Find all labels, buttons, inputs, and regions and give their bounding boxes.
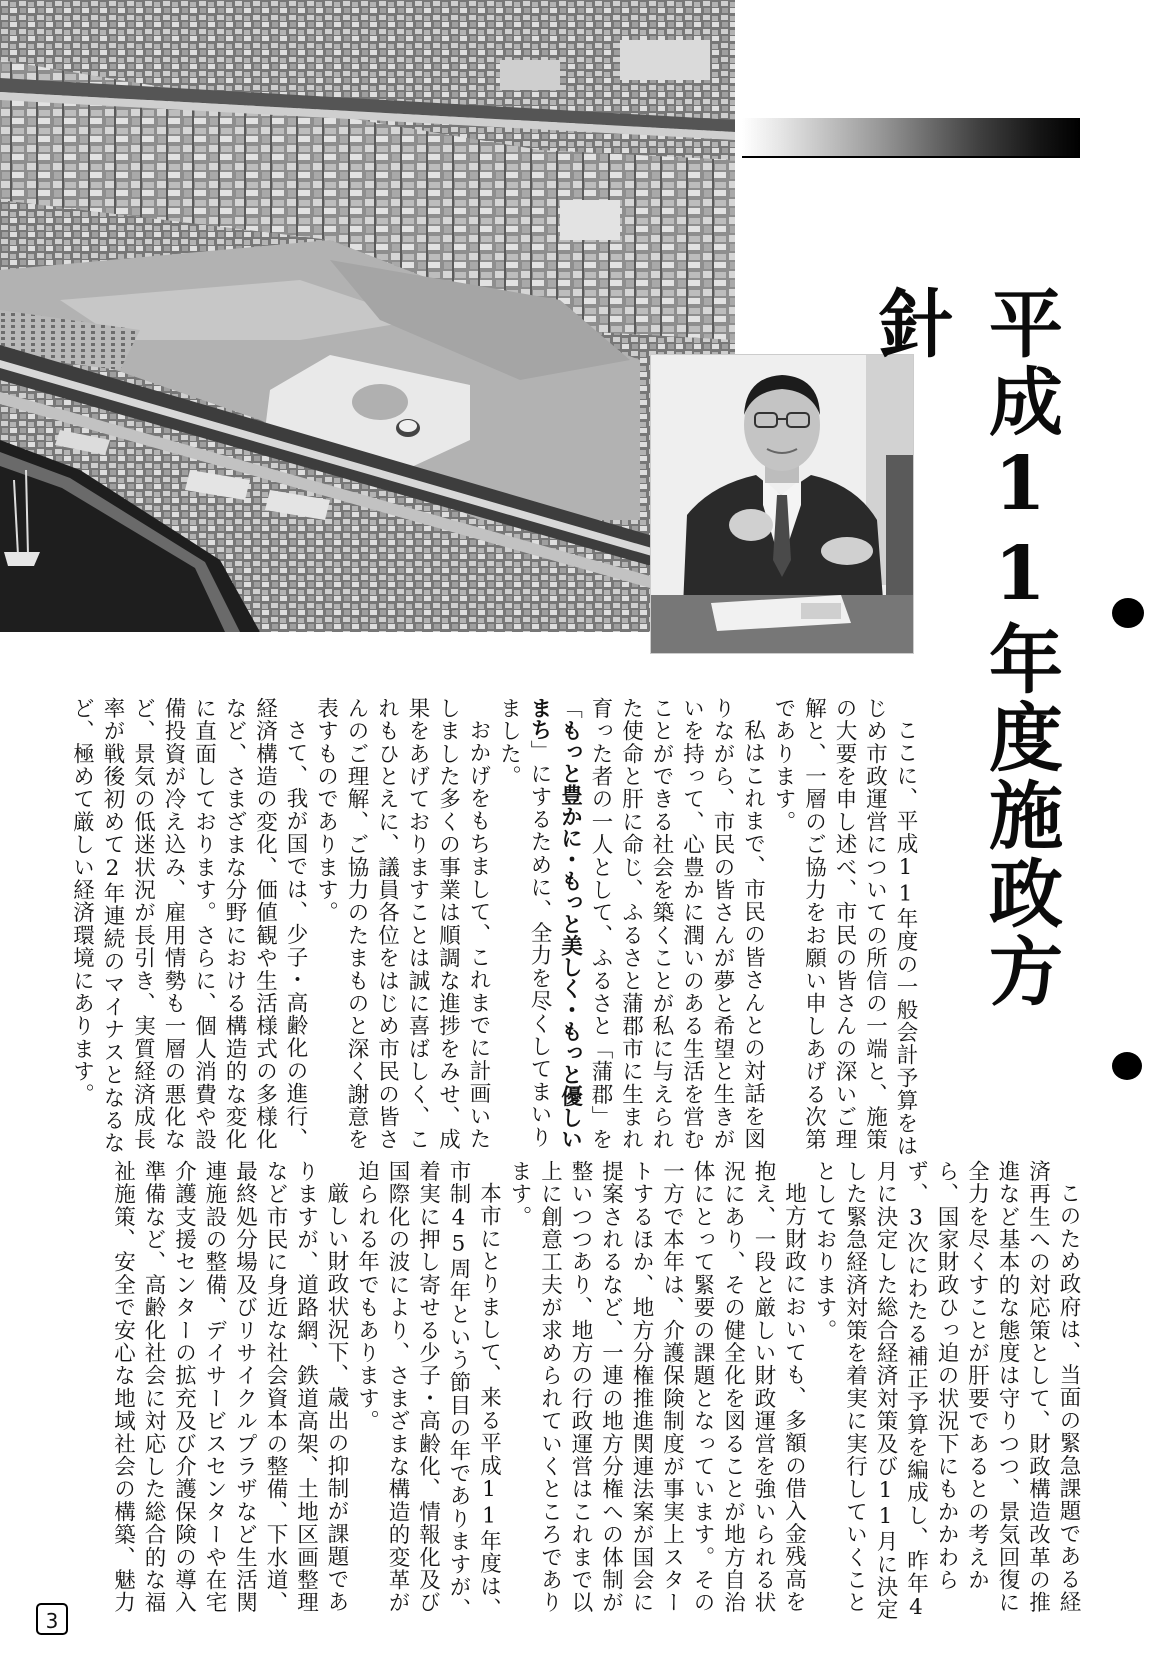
body-text-upper: [69, 697, 920, 1157]
slogan: もっと豊かに・もっと美しく・もっと優しいまち: [527, 697, 583, 1150]
paragraph-text: 」にするために、全力を尽くしてまいりました。: [496, 697, 552, 1149]
paragraph: おかげをもちまして、これまでに計画いたしました多くの事業は順調な進捗をみせ、成果をあげておりますことは誠に喜ばしく、これもひとえに、議員各位をはじめ市民の皆さんのご理解、ご協力のたまものと深く謝意を表すものであります。: [313, 697, 491, 1151]
ink-dot: [1112, 598, 1144, 628]
paragraph: このため政府は、当面の緊急課題である経済再生への対応策として、財政構造改革の推進など基本的な態度は守りつつ、景気回復に全力を尽くすことが肝要であるとの考えから、国家財政ひっ迫の状況下にもかかわらず、3次にわたる補正予算を編成し、昨年4月に決定した総合経済対策及び11月に決定した緊急経済対策を着実に実行していくこととしております。: [812, 1160, 1081, 1621]
paragraph: 本市にとりまして、来る平成11年度は、市制45周年という節目の年でありますが、着実に押し寄せる少子・高齢化、情報化及び国際化の波により、さまざまな構造的変革が迫られる年でもあります。: [354, 1160, 502, 1621]
paragraph: さて、我が国では、少子・高齢化の進行、経済構造の変化、価値観や生活様式の多様化など、さまざまな分野における構造的な変化に直面しております。さらに、個人消費や設備投資が冷え込み、雇用情勢も一層の悪化など、景気の低迷状況が長引き、実質経済成長率が戦後初めて2年連続のマイナスとなるなど、極めて厳しい経済環境にあります。: [69, 697, 308, 1155]
page-title: 平成11年度施政方針: [867, 285, 1063, 1011]
paragraph: 地方財政においても、多額の借入金残高を抱え、一段と厳しい財政運営を強いられる状況にあり、その健全化を図ることが地方自治体にとって緊要の課題となっています。その一方で本年は、介護保険制度が事実上スタートするほか、地方分権推進関連法案が国会に提案されるなど、一連の地方分権への体制が整いつつあり、地方の行政運営はこれまで以上に創意工夫が求められていくところであります。: [507, 1160, 807, 1614]
paragraph: 厳しい財政状況下、歳出の抑制が課題でありますが、道路網、鉄道高架、土地区画整理など市民に身近な社会資本の整備、下水道、最終処分場及びリサイクルプラザなど生活関連施設の整備、デイサービスセンターや在宅介護支援センターの拡充及び介護保険の導入準備など、高齢化社会に対応した総合的な福祉施策、安全で安心な地域社会の構築、魅力: [110, 1160, 349, 1614]
body-text-lower: [78, 1160, 1083, 1625]
paragraph: [493, 697, 768, 1157]
paragraph: ここに、平成11年度の一般会計予算をはじめ市政運営についての所信の一端と、施策の大要を申し述べ、市民の皆さんの深いご理解と、一層のご協力をお願い申しあげる次第であります。: [771, 697, 918, 1157]
header-gradient-bar: [742, 118, 1080, 158]
aerial-city-photo: [0, 0, 735, 632]
ink-dot: [1112, 1052, 1142, 1080]
paragraph-text: 私はこれまで、市民の皆さんとの対話を図りながら、市民の皆さんが夢と希望と生きがいを持って、心豊かに潤いのある生活を営むことができる社会を築くことが私に与えられた使命と肝に命じ、ふるさと蒲郡市に生まれ育った者の一人として、ふるさと「蒲郡」を「: [557, 697, 766, 1151]
mayor-portrait-photo: [650, 354, 914, 654]
page-number: 3: [36, 1603, 68, 1635]
